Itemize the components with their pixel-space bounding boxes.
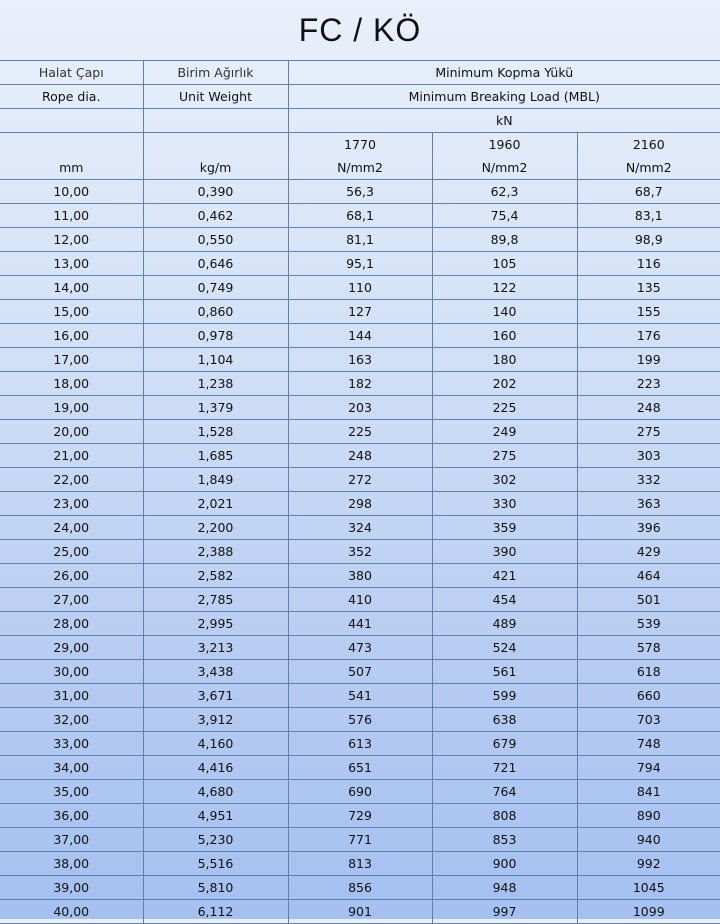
grade-1770-header: 1770 bbox=[288, 133, 432, 157]
table-row bbox=[0, 708, 720, 732]
table-row bbox=[0, 660, 720, 684]
mbl-1960-cell: 140 bbox=[432, 300, 577, 324]
mbl-2160-cell: 363 bbox=[577, 492, 720, 516]
header-row-unit bbox=[0, 109, 720, 133]
unit-weight-cell: 3,912 bbox=[143, 708, 288, 732]
mbl-1770-cell: 163 bbox=[288, 348, 432, 372]
table-row bbox=[0, 852, 720, 876]
unit-weight-cell: 2,200 bbox=[143, 516, 288, 540]
mbl-2160-cell: 660 bbox=[577, 684, 720, 708]
mbl-1960-cell: 302 bbox=[432, 468, 577, 492]
table-row bbox=[0, 300, 720, 324]
rope-diameter-cell: 30,00 bbox=[0, 660, 143, 684]
unit-weight-cell: 2,582 bbox=[143, 564, 288, 588]
mbl-1770-cell: 81,1 bbox=[288, 228, 432, 252]
rope-diameter-cell: 34,00 bbox=[0, 756, 143, 780]
mbl-2160-cell: 248 bbox=[577, 396, 720, 420]
rope-diameter-cell: 39,00 bbox=[0, 876, 143, 900]
unit-nmm2-1770-header: N/mm2 bbox=[288, 156, 432, 180]
mbl-2160-cell: 429 bbox=[577, 540, 720, 564]
unit-weight-cell: 5,516 bbox=[143, 852, 288, 876]
unit-weight-cell: 4,951 bbox=[143, 804, 288, 828]
mbl-2160-cell: 68,7 bbox=[577, 180, 720, 204]
unit-weight-cell: 1,238 bbox=[143, 372, 288, 396]
mbl-2160-cell: 155 bbox=[577, 300, 720, 324]
rope-diameter-cell: 16,00 bbox=[0, 324, 143, 348]
mbl-1960-cell: 853 bbox=[432, 828, 577, 852]
unit-weight-cell: 0,462 bbox=[143, 204, 288, 228]
header-row-units bbox=[0, 156, 720, 180]
table-row bbox=[0, 252, 720, 276]
mbl-1770-cell: 651 bbox=[288, 756, 432, 780]
mbl-2160-cell: 539 bbox=[577, 612, 720, 636]
rope-diameter-cell: 31,00 bbox=[0, 684, 143, 708]
mbl-1960-cell: 948 bbox=[432, 876, 577, 900]
unit-nmm2-2160-header: N/mm2 bbox=[577, 156, 720, 180]
mbl-1960-cell: 160 bbox=[432, 324, 577, 348]
table-row bbox=[0, 468, 720, 492]
table-row bbox=[0, 180, 720, 204]
unit-kn-header: kN bbox=[288, 109, 720, 133]
rope-diameter-cell: 40,00 bbox=[0, 900, 143, 924]
mbl-1960-cell: 764 bbox=[432, 780, 577, 804]
mbl-2160-cell: 703 bbox=[577, 708, 720, 732]
table-row bbox=[0, 348, 720, 372]
table-row bbox=[0, 876, 720, 900]
mbl-1960-cell: 997 bbox=[432, 900, 577, 924]
unit-weight-cell: 4,160 bbox=[143, 732, 288, 756]
mbl-1960-cell: 75,4 bbox=[432, 204, 577, 228]
mbl-1960-cell: 421 bbox=[432, 564, 577, 588]
rope-diameter-cell: 15,00 bbox=[0, 300, 143, 324]
header-row-grade bbox=[0, 133, 720, 157]
mbl-1770-cell: 68,1 bbox=[288, 204, 432, 228]
unit-weight-cell: 5,230 bbox=[143, 828, 288, 852]
rope-diameter-cell: 21,00 bbox=[0, 444, 143, 468]
empty-cell bbox=[0, 133, 143, 157]
unit-weight-header-en: Unit Weight bbox=[143, 85, 288, 109]
unit-kgm-header: kg/m bbox=[143, 156, 288, 180]
mbl-1770-cell: 380 bbox=[288, 564, 432, 588]
mbl-1960-cell: 249 bbox=[432, 420, 577, 444]
rope-diameter-cell: 26,00 bbox=[0, 564, 143, 588]
mbl-1770-cell: 127 bbox=[288, 300, 432, 324]
mbl-2160-cell: 199 bbox=[577, 348, 720, 372]
header-row-english bbox=[0, 85, 720, 109]
rope-diameter-cell: 36,00 bbox=[0, 804, 143, 828]
mbl-1770-cell: 813 bbox=[288, 852, 432, 876]
mbl-1960-cell: 721 bbox=[432, 756, 577, 780]
unit-mm-header: mm bbox=[0, 156, 143, 180]
unit-weight-cell: 1,849 bbox=[143, 468, 288, 492]
unit-weight-cell: 6,112 bbox=[143, 900, 288, 924]
mbl-1770-cell: 352 bbox=[288, 540, 432, 564]
mbl-1770-cell: 771 bbox=[288, 828, 432, 852]
mbl-2160-cell: 396 bbox=[577, 516, 720, 540]
rope-diameter-cell: 19,00 bbox=[0, 396, 143, 420]
unit-weight-cell: 1,685 bbox=[143, 444, 288, 468]
table-row bbox=[0, 564, 720, 588]
mbl-1770-cell: 110 bbox=[288, 276, 432, 300]
mbl-2160-cell: 992 bbox=[577, 852, 720, 876]
rope-diameter-cell: 13,00 bbox=[0, 252, 143, 276]
table-row bbox=[0, 444, 720, 468]
unit-weight-cell: 0,749 bbox=[143, 276, 288, 300]
table-row bbox=[0, 324, 720, 348]
unit-weight-cell: 3,438 bbox=[143, 660, 288, 684]
table-row bbox=[0, 900, 720, 924]
mbl-1960-cell: 89,8 bbox=[432, 228, 577, 252]
mbl-1770-cell: 324 bbox=[288, 516, 432, 540]
mbl-1960-cell: 62,3 bbox=[432, 180, 577, 204]
table-row bbox=[0, 540, 720, 564]
unit-weight-cell: 1,379 bbox=[143, 396, 288, 420]
rope-diameter-cell: 28,00 bbox=[0, 612, 143, 636]
table-row bbox=[0, 756, 720, 780]
mbl-1960-cell: 808 bbox=[432, 804, 577, 828]
mbl-1770-cell: 203 bbox=[288, 396, 432, 420]
mbl-1770-cell: 473 bbox=[288, 636, 432, 660]
mbl-1960-cell: 225 bbox=[432, 396, 577, 420]
unit-weight-cell: 0,646 bbox=[143, 252, 288, 276]
mbl-1960-cell: 202 bbox=[432, 372, 577, 396]
unit-weight-cell: 4,416 bbox=[143, 756, 288, 780]
mbl-1960-cell: 275 bbox=[432, 444, 577, 468]
mbl-2160-cell: 116 bbox=[577, 252, 720, 276]
mbl-1770-cell: 690 bbox=[288, 780, 432, 804]
mbl-1960-cell: 330 bbox=[432, 492, 577, 516]
rope-diameter-cell: 23,00 bbox=[0, 492, 143, 516]
page-title: FC / KÖ bbox=[298, 12, 422, 48]
rope-diameter-cell: 38,00 bbox=[0, 852, 143, 876]
header-row-turkish bbox=[0, 61, 720, 85]
rope-diameter-cell: 22,00 bbox=[0, 468, 143, 492]
mbl-1770-cell: 856 bbox=[288, 876, 432, 900]
mbl-1960-cell: 679 bbox=[432, 732, 577, 756]
unit-weight-cell: 3,671 bbox=[143, 684, 288, 708]
mbl-1770-cell: 272 bbox=[288, 468, 432, 492]
table-row bbox=[0, 732, 720, 756]
rope-diameter-cell: 35,00 bbox=[0, 780, 143, 804]
unit-weight-cell: 2,388 bbox=[143, 540, 288, 564]
mbl-1770-cell: 613 bbox=[288, 732, 432, 756]
unit-weight-cell: 1,528 bbox=[143, 420, 288, 444]
mbl-2160-cell: 1045 bbox=[577, 876, 720, 900]
unit-nmm2-1960-header: N/mm2 bbox=[432, 156, 577, 180]
mbl-1960-cell: 454 bbox=[432, 588, 577, 612]
mbl-2160-cell: 841 bbox=[577, 780, 720, 804]
mbl-2160-cell: 464 bbox=[577, 564, 720, 588]
mbl-1770-cell: 182 bbox=[288, 372, 432, 396]
mbl-1770-cell: 144 bbox=[288, 324, 432, 348]
mbl-1770-cell: 541 bbox=[288, 684, 432, 708]
grade-1960-header: 1960 bbox=[432, 133, 577, 157]
mbl-1770-cell: 248 bbox=[288, 444, 432, 468]
mbl-2160-cell: 275 bbox=[577, 420, 720, 444]
rope-diameter-cell: 29,00 bbox=[0, 636, 143, 660]
table-row bbox=[0, 804, 720, 828]
rope-diameter-cell: 27,00 bbox=[0, 588, 143, 612]
mbl-2160-cell: 1099 bbox=[577, 900, 720, 924]
mbl-1770-cell: 298 bbox=[288, 492, 432, 516]
mbl-1770-cell: 410 bbox=[288, 588, 432, 612]
mbl-2160-cell: 176 bbox=[577, 324, 720, 348]
unit-weight-cell: 2,785 bbox=[143, 588, 288, 612]
unit-weight-cell: 2,995 bbox=[143, 612, 288, 636]
mbl-1960-cell: 122 bbox=[432, 276, 577, 300]
mbl-1770-cell: 576 bbox=[288, 708, 432, 732]
unit-weight-cell: 5,810 bbox=[143, 876, 288, 900]
mbl-2160-cell: 578 bbox=[577, 636, 720, 660]
mbl-1770-cell: 225 bbox=[288, 420, 432, 444]
rope-diameter-cell: 20,00 bbox=[0, 420, 143, 444]
rope-diameter-cell: 10,00 bbox=[0, 180, 143, 204]
mbl-1960-cell: 561 bbox=[432, 660, 577, 684]
mbl-1960-cell: 105 bbox=[432, 252, 577, 276]
table-row bbox=[0, 204, 720, 228]
mbl-1770-cell: 729 bbox=[288, 804, 432, 828]
unit-weight-cell: 0,860 bbox=[143, 300, 288, 324]
rope-diameter-cell: 14,00 bbox=[0, 276, 143, 300]
mbl-1960-cell: 390 bbox=[432, 540, 577, 564]
unit-weight-header-tr: Birim Ağırlık bbox=[143, 61, 288, 85]
rope-diameter-cell: 12,00 bbox=[0, 228, 143, 252]
mbl-2160-cell: 618 bbox=[577, 660, 720, 684]
rope-diameter-cell: 32,00 bbox=[0, 708, 143, 732]
table-row bbox=[0, 276, 720, 300]
unit-weight-cell: 2,021 bbox=[143, 492, 288, 516]
mbl-1960-cell: 900 bbox=[432, 852, 577, 876]
mbl-2160-cell: 135 bbox=[577, 276, 720, 300]
rope-diameter-cell: 11,00 bbox=[0, 204, 143, 228]
mbl-1770-cell: 95,1 bbox=[288, 252, 432, 276]
mbl-2160-cell: 890 bbox=[577, 804, 720, 828]
rope-specification-table bbox=[0, 60, 720, 924]
table-row bbox=[0, 516, 720, 540]
mbl-1960-cell: 638 bbox=[432, 708, 577, 732]
mbl-2160-cell: 501 bbox=[577, 588, 720, 612]
table-row bbox=[0, 636, 720, 660]
table-row bbox=[0, 780, 720, 804]
mbl-1770-cell: 507 bbox=[288, 660, 432, 684]
table-row bbox=[0, 228, 720, 252]
rope-diameter-cell: 33,00 bbox=[0, 732, 143, 756]
mbl-1960-cell: 489 bbox=[432, 612, 577, 636]
table-row bbox=[0, 828, 720, 852]
rope-diameter-cell: 17,00 bbox=[0, 348, 143, 372]
mbl-1960-cell: 524 bbox=[432, 636, 577, 660]
table-row bbox=[0, 684, 720, 708]
rope-diameter-cell: 25,00 bbox=[0, 540, 143, 564]
rope-diameter-cell: 24,00 bbox=[0, 516, 143, 540]
mbl-2160-cell: 223 bbox=[577, 372, 720, 396]
mbl-1770-cell: 56,3 bbox=[288, 180, 432, 204]
mbl-2160-cell: 748 bbox=[577, 732, 720, 756]
rope-dia-header-tr: Halat Çapı bbox=[0, 61, 143, 85]
empty-cell bbox=[143, 109, 288, 133]
mbl-2160-cell: 98,9 bbox=[577, 228, 720, 252]
unit-weight-cell: 4,680 bbox=[143, 780, 288, 804]
empty-cell bbox=[143, 133, 288, 157]
unit-weight-cell: 1,104 bbox=[143, 348, 288, 372]
unit-weight-cell: 0,550 bbox=[143, 228, 288, 252]
table-row bbox=[0, 372, 720, 396]
table-row bbox=[0, 420, 720, 444]
table-row bbox=[0, 588, 720, 612]
empty-cell bbox=[0, 109, 143, 133]
grade-2160-header: 2160 bbox=[577, 133, 720, 157]
mbl-2160-cell: 940 bbox=[577, 828, 720, 852]
mbl-2160-cell: 332 bbox=[577, 468, 720, 492]
mbl-1960-cell: 599 bbox=[432, 684, 577, 708]
table-row bbox=[0, 492, 720, 516]
unit-weight-cell: 0,978 bbox=[143, 324, 288, 348]
rope-diameter-cell: 18,00 bbox=[0, 372, 143, 396]
mbl-1960-cell: 180 bbox=[432, 348, 577, 372]
rope-dia-header-en: Rope dia. bbox=[0, 85, 143, 109]
mbl-header-tr: Minimum Kopma Yükü bbox=[288, 61, 720, 85]
unit-weight-cell: 3,213 bbox=[143, 636, 288, 660]
mbl-2160-cell: 794 bbox=[577, 756, 720, 780]
table-row bbox=[0, 612, 720, 636]
mbl-1770-cell: 901 bbox=[288, 900, 432, 924]
rope-diameter-cell: 37,00 bbox=[0, 828, 143, 852]
mbl-2160-cell: 303 bbox=[577, 444, 720, 468]
table-row bbox=[0, 396, 720, 420]
unit-weight-cell: 0,390 bbox=[143, 180, 288, 204]
mbl-1770-cell: 441 bbox=[288, 612, 432, 636]
mbl-header-en: Minimum Breaking Load (MBL) bbox=[288, 85, 720, 109]
mbl-1960-cell: 359 bbox=[432, 516, 577, 540]
mbl-2160-cell: 83,1 bbox=[577, 204, 720, 228]
